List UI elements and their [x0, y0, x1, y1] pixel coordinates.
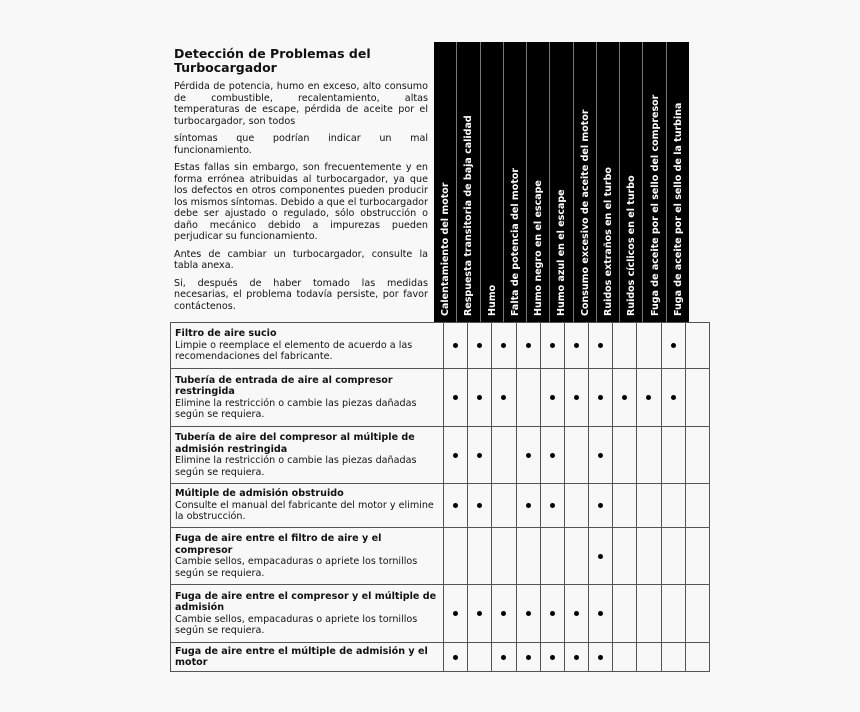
- cause-cell: [171, 484, 444, 528]
- cause-remedy: Cambie sellos, empacaduras o apriete los tornillos según se requiera.: [175, 556, 418, 579]
- column-header: [597, 42, 620, 322]
- dot-icon: [453, 343, 458, 348]
- symptom-cell: [468, 484, 492, 528]
- dot-icon: [501, 655, 506, 660]
- dot-icon: [598, 503, 603, 508]
- symptom-cell: [492, 585, 516, 643]
- symptom-cell: [685, 427, 709, 484]
- table-row: [171, 369, 710, 427]
- symptom-cell: [540, 484, 564, 528]
- dot-icon: [526, 453, 531, 458]
- dot-icon: [574, 343, 579, 348]
- page-title: Detección de Problemas del Turbocargador: [174, 46, 371, 75]
- symptom-cell: [685, 484, 709, 528]
- dot-icon: [477, 503, 482, 508]
- symptom-cell: [685, 585, 709, 643]
- table-row: [171, 427, 710, 484]
- symptom-cell: [468, 585, 492, 643]
- dot-icon: [453, 611, 458, 616]
- symptom-cell: [685, 369, 709, 427]
- dot-icon: [550, 453, 555, 458]
- symptom-cell: [492, 323, 516, 369]
- intro-paragraph: síntomas que podrían indicar un mal funcionamiento.: [174, 133, 428, 156]
- symptom-cell: [444, 643, 468, 672]
- column-header-label: Ruidos cíclicos en el turbo: [626, 175, 638, 316]
- symptom-cell: [540, 369, 564, 427]
- table-row: [171, 323, 710, 369]
- symptom-cell: [637, 427, 661, 484]
- symptom-cell: [613, 643, 637, 672]
- column-header-label: Falta de potencia del motor: [509, 167, 521, 316]
- symptom-cell: [661, 427, 685, 484]
- cause-title: Fuga de aire entre el filtro de aire y el compresor: [175, 533, 382, 556]
- column-header: [504, 42, 527, 322]
- symptom-cell: [661, 323, 685, 369]
- column-header-label: Ruidos extraños en el turbo: [602, 167, 614, 316]
- symptom-cell: [589, 427, 613, 484]
- symptom-cell: [564, 427, 588, 484]
- symptom-cell: [637, 585, 661, 643]
- symptom-cell: [540, 585, 564, 643]
- symptom-cell: [516, 323, 540, 369]
- symptom-cell: [637, 369, 661, 427]
- symptom-cell: [492, 369, 516, 427]
- dot-icon: [501, 395, 506, 400]
- symptom-cell: [685, 323, 709, 369]
- column-header: [550, 42, 573, 322]
- dot-icon: [453, 503, 458, 508]
- symptom-cell: [661, 369, 685, 427]
- symptom-cell: [444, 528, 468, 585]
- column-header: [643, 42, 666, 322]
- cause-remedy: Consulte el manual del fabricante del motor y elimine la obstrucción.: [175, 499, 434, 523]
- symptom-cell: [540, 427, 564, 484]
- column-header: [667, 42, 689, 322]
- symptom-cell: [613, 528, 637, 585]
- column-header-label: Humo negro en el escape: [533, 180, 545, 316]
- symptom-cell: [613, 484, 637, 528]
- intro-paragraph: Pérdida de potencia, humo en exceso, alto consumo de combustible, recalentamiento, altas temperaturas de escape, pérdida de aceite por el turbocargador, son todos: [174, 81, 428, 127]
- symptom-cell: [516, 643, 540, 672]
- cause-title: Tubería de entrada de aire al compresor restringida: [175, 374, 393, 397]
- intro-paragraph: Si, después de haber tomado las medidas necesarias, el problema todavía persiste, por favor contáctenos.: [174, 277, 428, 312]
- symptom-cell: [540, 643, 564, 672]
- symptom-cell: [637, 484, 661, 528]
- dot-icon: [526, 611, 531, 616]
- dot-icon: [622, 395, 627, 400]
- symptom-header: [434, 42, 689, 322]
- symptom-cell: [589, 585, 613, 643]
- diagnosis-table: [170, 322, 710, 672]
- symptom-cell: [540, 528, 564, 585]
- dot-icon: [671, 395, 676, 400]
- column-header-label: Fuga de aceite por el sello de la turbina: [672, 102, 684, 316]
- symptom-cell: [564, 369, 588, 427]
- symptom-cell: [444, 427, 468, 484]
- symptom-cell: [468, 528, 492, 585]
- symptom-cell: [444, 369, 468, 427]
- cause-cell: [171, 528, 444, 585]
- symptom-cell: [444, 484, 468, 528]
- dot-icon: [453, 395, 458, 400]
- symptom-cell: [613, 585, 637, 643]
- column-header-label: Humo: [486, 284, 498, 316]
- dot-icon: [574, 395, 579, 400]
- column-header: [527, 42, 550, 322]
- dot-icon: [501, 611, 506, 616]
- symptom-cell: [444, 585, 468, 643]
- symptom-cell: [637, 643, 661, 672]
- cause-title: Tubería de aire del compresor al múltiple de admisión restringida: [175, 432, 415, 455]
- symptom-cell: [589, 369, 613, 427]
- table-row: [171, 585, 710, 643]
- symptom-cell: [564, 323, 588, 369]
- dot-icon: [477, 395, 482, 400]
- symptom-cell: [516, 484, 540, 528]
- symptom-cell: [468, 427, 492, 484]
- symptom-cell: [589, 323, 613, 369]
- symptom-cell: [492, 643, 516, 672]
- symptom-cell: [516, 528, 540, 585]
- cause-title: Filtro de aire sucio: [175, 328, 277, 340]
- symptom-cell: [540, 323, 564, 369]
- dot-icon: [598, 554, 603, 559]
- symptom-cell: [637, 323, 661, 369]
- dot-icon: [526, 655, 531, 660]
- dot-icon: [477, 343, 482, 348]
- cause-remedy: Elimine la restricción o cambie las piezas dañadas según se requiera.: [175, 397, 417, 420]
- symptom-cell: [468, 369, 492, 427]
- column-header-label: Humo azul en el escape: [556, 189, 568, 316]
- symptom-cell: [661, 585, 685, 643]
- dot-icon: [550, 503, 555, 508]
- cause-title: Fuga de aire entre el compresor y el múltiple de admisión: [175, 590, 437, 613]
- cause-title: Fuga de aire entre el múltiple de admisión y el motor: [175, 645, 428, 668]
- dot-icon: [671, 343, 676, 348]
- intro-section: [174, 47, 428, 318]
- intro-paragraph: Estas fallas sin embargo, son frecuentemente y en forma errónea atribuidas al turbocargador, ya que los defectos en otros componentes pueden producir los mismos síntomas. Debido a que el turbocargador debe ser ajustado o regulado, sólo obstrucción o daño mecánico debido a impurezas pueden perjudicar su funcionamiento.: [174, 162, 428, 242]
- dot-icon: [646, 395, 651, 400]
- symptom-cell: [661, 528, 685, 585]
- dot-icon: [501, 343, 506, 348]
- dot-icon: [550, 343, 555, 348]
- dot-icon: [598, 655, 603, 660]
- dot-icon: [598, 343, 603, 348]
- dot-icon: [550, 611, 555, 616]
- symptom-cell: [468, 323, 492, 369]
- symptom-cell: [685, 643, 709, 672]
- symptom-cell: [589, 643, 613, 672]
- symptom-cell: [492, 484, 516, 528]
- symptom-cell: [661, 484, 685, 528]
- symptom-cell: [613, 427, 637, 484]
- symptom-cell: [589, 528, 613, 585]
- dot-icon: [574, 611, 579, 616]
- column-header: [434, 42, 457, 322]
- dot-icon: [526, 503, 531, 508]
- symptom-cell: [444, 323, 468, 369]
- cause-cell: [171, 369, 444, 427]
- cause-title: Múltiple de admisión obstruido: [175, 488, 344, 500]
- dot-icon: [550, 655, 555, 660]
- column-header: [481, 42, 504, 322]
- column-header-label: Consumo excesivo de aceite del motor: [579, 109, 591, 316]
- column-header-label: Fuga de aceite por el sello del compresor: [649, 94, 661, 316]
- cause-cell: [171, 585, 444, 643]
- cause-remedy: Elimine la restricción o cambie las piezas dañadas según se requiera.: [175, 455, 417, 478]
- table-row: [171, 643, 710, 672]
- dot-icon: [477, 611, 482, 616]
- symptom-cell: [661, 643, 685, 672]
- dot-icon: [598, 611, 603, 616]
- dot-icon: [453, 453, 458, 458]
- symptom-cell: [564, 585, 588, 643]
- dot-icon: [477, 453, 482, 458]
- cause-cell: [171, 323, 444, 369]
- symptom-cell: [516, 585, 540, 643]
- symptom-cell: [492, 528, 516, 585]
- table-row: [171, 484, 710, 528]
- dot-icon: [453, 655, 458, 660]
- symptom-cell: [685, 528, 709, 585]
- symptom-cell: [637, 528, 661, 585]
- column-header: [457, 42, 480, 322]
- symptom-cell: [564, 484, 588, 528]
- symptom-cell: [516, 427, 540, 484]
- symptom-cell: [613, 323, 637, 369]
- table-row: [171, 528, 710, 585]
- dot-icon: [574, 655, 579, 660]
- symptom-cell: [492, 427, 516, 484]
- column-header: [574, 42, 597, 322]
- intro-paragraph: Antes de cambiar un turbocargador, consulte la tabla anexa.: [174, 248, 428, 271]
- dot-icon: [526, 343, 531, 348]
- symptom-cell: [564, 643, 588, 672]
- column-header-label: Calentamiento del motor: [440, 182, 452, 316]
- cause-remedy: Limpie o reemplace el elemento de acuerdo a las recomendaciones del fabricante.: [175, 339, 413, 363]
- column-header-label: Respuesta transitoria de baja calidad: [463, 115, 475, 316]
- symptom-cell: [564, 528, 588, 585]
- symptom-cell: [468, 643, 492, 672]
- symptom-cell: [589, 484, 613, 528]
- cause-remedy: Cambie sellos, empacaduras o apriete los tornillos según se requiera.: [175, 613, 418, 636]
- cause-cell: [171, 427, 444, 484]
- dot-icon: [598, 453, 603, 458]
- symptom-cell: [613, 369, 637, 427]
- column-header: [620, 42, 643, 322]
- dot-icon: [598, 395, 603, 400]
- symptom-cell: [516, 369, 540, 427]
- dot-icon: [550, 395, 555, 400]
- cause-cell: [171, 643, 444, 672]
